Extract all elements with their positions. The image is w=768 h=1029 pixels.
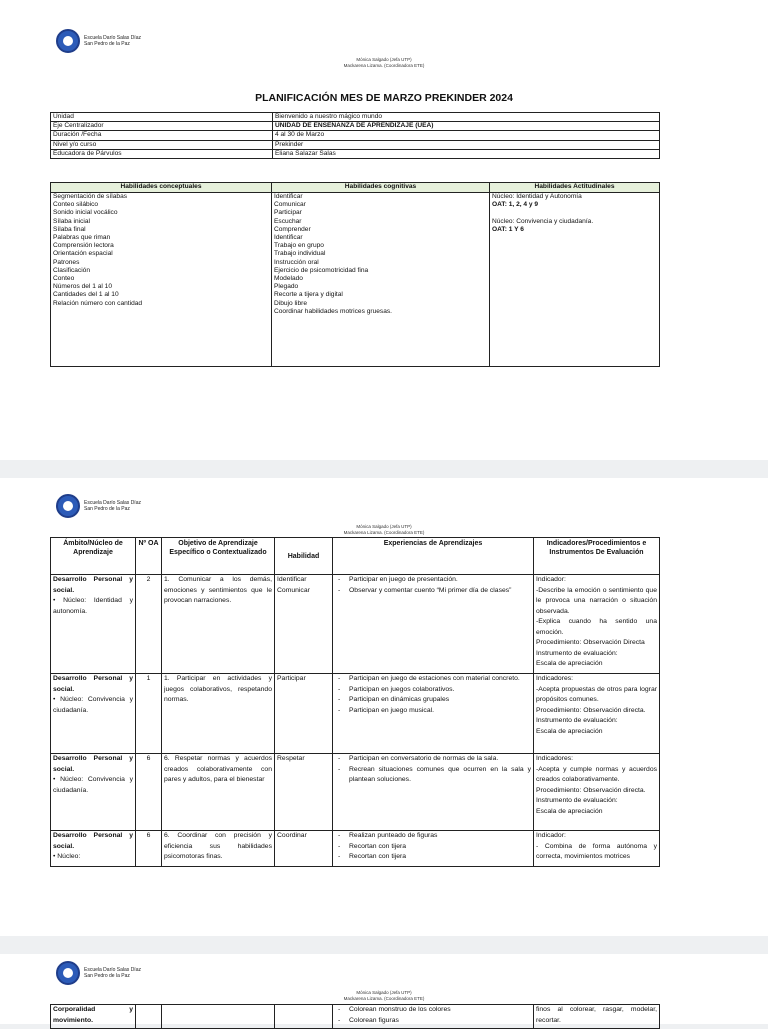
continuation-ambito: Corporalidad y movimiento. [51,1005,136,1029]
conceptual-skill: Relación número con cantidad [53,299,143,307]
page-header [0,57,768,69]
indicator-line: Instrumento de evaluación: [536,649,618,657]
attitudinal-skills-list [490,193,660,367]
school-seal-icon [56,961,80,985]
conceptual-skill: Conteo silábico [53,201,99,209]
indicator-line: Indicador: [536,832,566,839]
page-header [0,524,768,536]
oat-1-value: 1, 2, 4 y 9 [506,201,539,209]
cognitive-skill: Trabajo individual [274,250,326,258]
info-row [51,113,660,122]
indicator-line: -Acepta propuestas de otros para lograr propósitos comunes. [536,685,657,703]
conceptual-skill: Comprensión lectora [53,242,114,250]
experiencias-list [335,674,531,716]
cognitive-skill: Identificar [274,234,303,242]
indicator-line: Indicadores: [536,755,574,762]
info-row [51,140,660,149]
ambito-name: Desarrollo Personal y social. [53,755,133,773]
ambito-name: Desarrollo Personal y social. [53,576,133,594]
info-label: Educadora de Párvulos [51,149,273,158]
cognitive-skill: Comunicar [274,201,306,209]
experience-item: - Participan en dinámicas grupales [335,695,531,706]
cognitive-skill: Trabajo en grupo [274,242,324,250]
page-header [0,990,768,1002]
oa-number: 6 [136,754,162,831]
experience-item: - Observar y comentar cuento “Mi primer día de clases” [335,586,531,597]
oat-1-label: OAT: [492,201,507,209]
indicator-line: - Combina de forma autónoma y correcta, movimientos motrices [536,842,657,860]
conceptual-skill: Sonido inicial vocálico [53,209,118,217]
info-row [51,131,660,140]
header-experiencias: Experiencias de Aprendizajes [333,538,534,575]
school-name: Escuela Darío Salas Díaz [84,34,141,41]
header-line-1: Mónica Salgado (Jefa UTP) [356,990,412,995]
experiencias-cell [333,831,534,867]
planning-table-continuation [50,1004,660,1029]
school-seal-icon [56,494,80,518]
header-line-1: Mónica Salgado (Jefa UTP) [356,57,412,62]
school-seal-icon [56,29,80,53]
school-city: San Pedro de la Paz [84,41,130,47]
oa-number: 1 [136,674,162,754]
indicator-line: -Explica cuando ha sentido una emoción. [536,618,657,636]
oat-2-value: 1 Y 6 [506,225,524,233]
cognitive-skill: Identificar [274,193,303,200]
experience-item: - Realizan punteado de figuras [335,831,531,842]
habilidad-cell [275,674,333,754]
indicator-line: Procedimiento: Observación directa. [536,706,646,714]
header-line-1: Mónica Salgado (Jefa UTP) [356,524,412,529]
continuation-indicadores: finos al colorear, rasgar, modelar, recortar. [534,1005,660,1029]
objetivo-text: 1. Participar en actividades y juegos colaborativos, respetando normas. [162,674,275,754]
plan-row [51,575,660,674]
conceptual-skill: Patrones [53,258,80,266]
continuation-experiencias [333,1005,534,1029]
cognitive-skill: Plegado [274,283,299,291]
info-value: 4 al 30 de Marzo [273,131,660,140]
ambito-cell [51,674,136,754]
ambito-cell [51,575,136,674]
skills-table [50,182,660,367]
experience-item: - Participan en conversatorio de normas de la sala. [335,754,531,765]
school-name: Escuela Darío Salas Díaz [84,499,141,506]
school-city: San Pedro de la Paz [84,973,130,979]
skills-header-attitudinal: Habilidades Actitudinales [490,183,660,193]
plan-row [51,674,660,754]
experience-item: - Participan en juego de estaciones con material concreto. [335,674,531,685]
habilidad-cell [275,831,333,867]
objetivo-text: 6. Respetar normas y acuerdos creados colaborativamente con pares y adultos, para el bienestar [162,754,275,831]
indicadores-cell [534,754,660,831]
ambito-cell [51,754,136,831]
experience-item: - Recrean situaciones comunes que ocurren en la sala y plantean soluciones. [335,765,531,786]
ambito-name: Desarrollo Personal y social. [53,832,133,850]
header-objetivo: Objetivo de Aprendizaje Específico o Contextualizado [162,538,275,575]
habilidad-item: Respetar [277,755,305,762]
indicator-line: Instrumento de evaluación: [536,717,618,724]
experiencias-cell [333,674,534,754]
info-value: Eliana Salazar Salas [273,149,660,158]
page-1 [0,0,768,460]
experience-item: - Participan en juegos colaborativos. [335,685,531,696]
conceptual-skill: Cantidades del 1 al 10 [53,291,119,299]
experience-item: - Colorean figuras [335,1016,531,1027]
oa-number: 2 [136,575,162,674]
skills-header-cognitive: Habilidades cognitivas [272,183,490,193]
indicadores-cell [534,674,660,754]
info-table [50,112,660,159]
nucleo-name: • Núcleo: Convivencia y ciudadanía. [53,776,133,794]
cognitive-skill: Comprender [274,225,311,233]
conceptual-skills-list [51,193,272,367]
indicadores-cell [534,575,660,674]
conceptual-skill: Orientación espacial [53,250,113,258]
header-habilidad: Habilidad [275,538,333,575]
page-3 [0,954,768,1024]
skills-header-conceptual: Habilidades conceptuales [51,183,272,193]
habilidad-item: Coordinar [277,832,307,839]
attitudinal-nucleo-2: Núcleo: Convivencia y ciudadanía. [492,217,594,225]
page-title: PLANIFICACIÓN MES DE MARZO PREKINDER 2024 [255,92,513,104]
conceptual-skill: Números del 1 al 10 [53,283,113,291]
plan-row [51,831,660,867]
experiencias-list [335,831,531,863]
cognitive-skill: Modelado [274,275,303,283]
nucleo-name: • Núcleo: Identidad y autonomía. [53,597,133,615]
attitudinal-nucleo-1: Núcleo: Identidad y Autonomía [492,193,582,200]
page-2 [0,478,768,936]
experiencias-cell [333,754,534,831]
experience-item: - Recortan con tijera [335,842,531,853]
indicator-line: Escala de apreciación [536,727,603,735]
indicator-line: Escala de apreciación [536,660,603,667]
cognitive-skill: Escuchar [274,217,302,225]
cognitive-skill: Participar [274,209,302,217]
nucleo-name: • Núcleo: [53,853,81,860]
experiencias-list [335,754,531,786]
cognitive-skill: Coordinar habilidades motrices gruesas. [274,307,393,315]
header-line-2: Mackarena Lizama. (Coordinadora ETE) [343,63,425,68]
indicator-line: Escala de apreciación [536,807,603,815]
school-logo [56,494,141,518]
objetivo-text: 6. Coordinar con precisión y eficiencia sus habilidades psicomotoras finas. [162,831,275,867]
header-ambito: Ámbito/Núcleo de Aprendizaje [51,538,136,575]
habilidad-item: Comunicar [277,586,310,594]
indicator-line: -Acepta y cumple normas y acuerdos creados colaborativamente. [536,765,657,783]
info-label: Nivel y/o curso [51,140,273,149]
info-value: Prekinder [273,140,660,149]
info-value: Bienvenido a nuestro mágico mundo [273,113,660,122]
ambito-cell [51,831,136,867]
conceptual-skill: Sílaba inicial [53,217,91,225]
cognitive-skill: Dibujo libre [274,299,307,307]
plan-row [51,754,660,831]
oat-2-label: OAT: [492,225,507,233]
info-row [51,149,660,158]
info-value: UNIDAD DE ENSEÑANZA DE APRENDIZAJE (UEA) [273,122,660,131]
planning-table [50,537,660,867]
header-line-2: Mackarena Lizama. (Coordinadora ETE) [343,996,425,1001]
info-row [51,122,660,131]
experience-item: - Participan en juego musical. [335,706,531,717]
cognitive-skill: Recorte a tijera y digital [274,291,343,299]
conceptual-skill: Clasificación [53,266,91,274]
indicator-line: Indicador: [536,576,566,583]
habilidad-cell [275,754,333,831]
experiencias-list [335,575,531,596]
conceptual-skill: Sílaba final [53,225,86,233]
school-logo [56,29,141,53]
cognitive-skills-list [272,193,490,367]
info-label: Duración /Fecha [51,131,273,140]
indicator-line: Procedimiento: Observación Directa [536,639,645,646]
habilidad-cell [275,575,333,674]
school-name: Escuela Darío Salas Díaz [84,966,141,973]
cognitive-skill: Ejercicio de psicomotricidad fina [274,266,369,274]
header-indicadores: Indicadores/Procedimientos e Instrumentos De Evaluación [534,538,660,575]
habilidad-item: Participar [277,675,306,682]
objetivo-text: 1. Comunicar a los demás, emociones y sentimientos que le provocan narraciones. [162,575,275,674]
info-label: Unidad [51,113,273,122]
conceptual-skill: Segmentación de sílabas [53,193,128,200]
conceptual-skill: Conteo [53,275,75,283]
info-label: Eje Centralizador [51,122,273,131]
experiencias-cell [333,575,534,674]
cognitive-skill: Instrucción oral [274,258,319,266]
conceptual-skill: Palabras que riman [53,234,111,242]
school-city: San Pedro de la Paz [84,506,130,512]
indicator-line: -Describe la emoción o sentimiento que le provoca una narración o situación observada. [536,586,657,615]
nucleo-name: • Núcleo: Convivencia y ciudadanía. [53,696,133,714]
ambito-name: Desarrollo Personal y social. [53,675,133,693]
header-oa: Nº OA [136,538,162,575]
indicator-line: Instrumento de evaluación: [536,797,618,804]
experience-item: - Participar en juego de presentación. [335,575,531,586]
indicadores-cell [534,831,660,867]
habilidad-item: Identificar [277,576,307,583]
experience-item: - Recortan con tijera [335,852,531,863]
school-logo [56,961,141,985]
oa-number: 6 [136,831,162,867]
indicator-line: Procedimiento: Observación directa. [536,786,646,794]
indicator-line: Indicadores: [536,675,574,682]
header-line-2: Mackarena Lizama. (Coordinadora ETE) [343,530,425,535]
experience-item: - Colorean monstruo de los colores [335,1005,531,1016]
